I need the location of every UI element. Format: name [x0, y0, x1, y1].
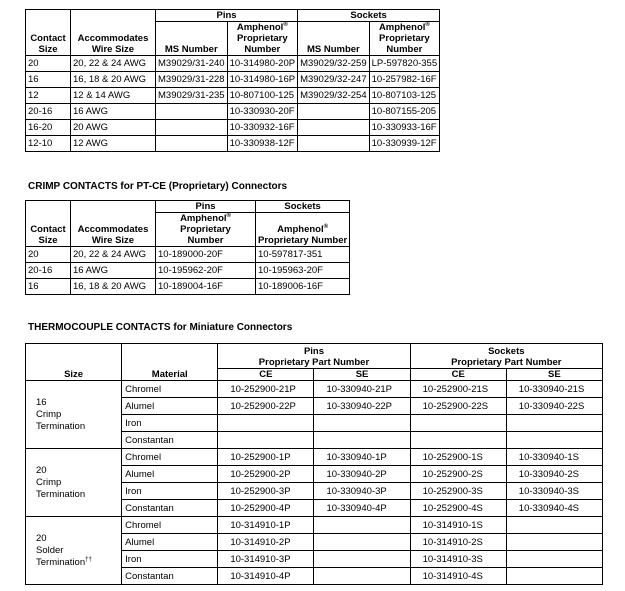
pins-group-header: Pins: [156, 10, 298, 22]
material-cell: Alumel: [122, 398, 218, 415]
part-number-cell: 10-252900-3P: [218, 483, 314, 500]
table-cell: 20, 22 & 24 AWG: [71, 56, 156, 72]
part-number-cell: 10-330940-4P: [314, 500, 410, 517]
table-cell: 16 AWG: [71, 263, 156, 279]
size-cell: 20 Crimp Termination: [26, 449, 122, 517]
table-cell: M39029/32-259: [298, 56, 370, 72]
part-number-cell: 10-314910-4S: [410, 568, 506, 585]
table-cell: 16, 18 & 20 AWG: [71, 279, 156, 295]
table-cell: 20: [26, 247, 71, 263]
section2-title: CRIMP CONTACTS for PT-CE (Proprietary) Connectors: [28, 181, 288, 192]
socket-ms-number-header: MS Number: [298, 22, 370, 56]
table-cell: [298, 120, 370, 136]
part-number-cell: 10-252900-22S: [410, 398, 506, 415]
table-cell: 10-807100-125: [227, 88, 298, 104]
socket-se-header: SE: [506, 369, 602, 381]
part-number-cell: 10-252900-21P: [218, 381, 314, 398]
table-cell: M39029/31-228: [156, 72, 228, 88]
socket-amphenol-header: Amphenol® Proprietary Number: [378, 21, 430, 55]
table-cell: 10-330938-12F: [227, 136, 298, 152]
table-cell: 10-314980-16P: [227, 72, 298, 88]
table-row: [26, 381, 603, 398]
table-cell: 10-597817-351: [256, 247, 350, 263]
table-cell: M39029/31-240: [156, 56, 228, 72]
table-cell: 20 AWG: [71, 120, 156, 136]
part-number-cell: 10-252900-1P: [218, 449, 314, 466]
pin-ms-number-header: MS Number: [156, 22, 228, 56]
part-number-cell: [506, 432, 602, 449]
part-number-cell: [410, 432, 506, 449]
size-cell: 16 Crimp Termination: [26, 381, 122, 449]
part-number-cell: [218, 432, 314, 449]
pin-ce-header: CE: [218, 369, 314, 381]
part-number-cell: 10-252900-1S: [410, 449, 506, 466]
table-row: [26, 449, 603, 466]
part-number-cell: 10-252900-4S: [410, 500, 506, 517]
table-row: [26, 120, 440, 136]
table-cell: 10-189000-20F: [156, 247, 256, 263]
table-cell: 10-257982-16F: [369, 72, 440, 88]
socket-amphenol-header: Amphenol® Proprietary Number: [258, 223, 348, 246]
part-number-cell: [506, 568, 602, 585]
table-cell: [298, 136, 370, 152]
table-cell: 12 AWG: [71, 136, 156, 152]
part-number-cell: 10-314910-3S: [410, 551, 506, 568]
pins-part-header: Pins Proprietary Part Number: [258, 346, 370, 368]
table-cell: 10-195963-20F: [256, 263, 350, 279]
pin-amphenol-header: Amphenol® Proprietary Number: [236, 21, 288, 55]
material-cell: Chromel: [122, 449, 218, 466]
table-row: [26, 88, 440, 104]
part-number-cell: 10-330940-22P: [314, 398, 410, 415]
material-cell: Alumel: [122, 466, 218, 483]
part-number-cell: [314, 432, 410, 449]
table-cell: 10-807103-125: [369, 88, 440, 104]
contact-size-header: Contact Size: [30, 224, 66, 246]
ms-contacts-table: [25, 9, 440, 152]
table-row: [26, 279, 350, 295]
contact-size-header: Contact Size: [30, 33, 66, 55]
table-cell: 10-195962-20F: [156, 263, 256, 279]
part-number-cell: 10-330940-21P: [314, 381, 410, 398]
part-number-cell: [506, 517, 602, 534]
material-cell: Constantan: [122, 500, 218, 517]
pt-ce-contacts-table: [25, 200, 350, 295]
part-number-cell: 10-314910-2S: [410, 534, 506, 551]
part-number-cell: 10-330940-22S: [506, 398, 602, 415]
table-row: [26, 247, 350, 263]
material-cell: Alumel: [122, 534, 218, 551]
material-cell: Chromel: [122, 381, 218, 398]
table-cell: 10-189006-16F: [256, 279, 350, 295]
sockets-part-header: Sockets Proprietary Part Number: [451, 346, 562, 368]
table-cell: 20: [26, 56, 71, 72]
material-cell: Constantan: [122, 568, 218, 585]
part-number-cell: [314, 568, 410, 585]
socket-ce-header: CE: [410, 369, 506, 381]
part-number-cell: [506, 415, 602, 432]
table-cell: 10-330933-16F: [369, 120, 440, 136]
table-cell: [156, 120, 228, 136]
part-number-cell: 10-330940-21S: [506, 381, 602, 398]
part-number-cell: 10-330940-1P: [314, 449, 410, 466]
material-cell: Constantan: [122, 432, 218, 449]
table-cell: 10-330939-12F: [369, 136, 440, 152]
table-cell: M39029/32-254: [298, 88, 370, 104]
table-cell: M39029/31-235: [156, 88, 228, 104]
material-header: Material: [122, 344, 218, 381]
table-cell: [156, 136, 228, 152]
part-number-cell: 10-252900-21S: [410, 381, 506, 398]
material-cell: Iron: [122, 415, 218, 432]
table-row: [26, 263, 350, 279]
sockets-group-header: Sockets: [256, 201, 350, 213]
table-cell: 20-16: [26, 104, 71, 120]
table-cell: 12-10: [26, 136, 71, 152]
part-number-cell: [314, 517, 410, 534]
part-number-cell: 10-330940-2P: [314, 466, 410, 483]
size-header: Size: [64, 369, 84, 380]
table-cell: 10-314980-20P: [227, 56, 298, 72]
table-cell: 10-189004-16F: [156, 279, 256, 295]
table-row: [26, 104, 440, 120]
table-cell: 12: [26, 88, 71, 104]
pins-group-header: Pins: [156, 201, 256, 213]
table-cell: 12 & 14 AWG: [71, 88, 156, 104]
part-number-cell: 10-314910-1S: [410, 517, 506, 534]
material-cell: Iron: [122, 483, 218, 500]
part-number-cell: 10-252900-4P: [218, 500, 314, 517]
table-cell: 16: [26, 72, 71, 88]
material-cell: Iron: [122, 551, 218, 568]
part-number-cell: 10-252900-2P: [218, 466, 314, 483]
part-number-cell: [218, 415, 314, 432]
table-cell: [298, 104, 370, 120]
wire-size-header: Accommodates Wire Size: [77, 224, 149, 246]
table-cell: 16: [26, 279, 71, 295]
part-number-cell: [506, 551, 602, 568]
table-cell: 10-330932-16F: [227, 120, 298, 136]
pin-amphenol-header: Amphenol® Proprietary Number: [180, 212, 231, 246]
size-cell: 20 Solder Termination††: [26, 517, 122, 585]
table-cell: 10-330930-20F: [227, 104, 298, 120]
part-number-cell: [314, 415, 410, 432]
part-number-cell: 10-314910-1P: [218, 517, 314, 534]
table-cell: 20, 22 & 24 AWG: [71, 247, 156, 263]
part-number-cell: 10-314910-2P: [218, 534, 314, 551]
table-row: [26, 56, 440, 72]
section3-title: THERMOCOUPLE CONTACTS for Miniature Connectors: [28, 322, 293, 333]
table-cell: 20-16: [26, 263, 71, 279]
table-cell: 10-807155-205: [369, 104, 440, 120]
pin-se-header: SE: [314, 369, 410, 381]
part-number-cell: 10-314910-4P: [218, 568, 314, 585]
table-cell: LP-597820-355: [369, 56, 440, 72]
part-number-cell: 10-252900-2S: [410, 466, 506, 483]
part-number-cell: 10-330940-4S: [506, 500, 602, 517]
part-number-cell: [314, 534, 410, 551]
part-number-cell: [506, 534, 602, 551]
table-cell: 16-20: [26, 120, 71, 136]
part-number-cell: 10-252900-22P: [218, 398, 314, 415]
material-cell: Chromel: [122, 517, 218, 534]
thermocouple-contacts-table: [25, 343, 603, 585]
part-number-cell: 10-330940-1S: [506, 449, 602, 466]
table-row: [26, 72, 440, 88]
wire-size-header: Accommodates Wire Size: [77, 33, 149, 55]
part-number-cell: 10-330940-2S: [506, 466, 602, 483]
part-number-cell: 10-330940-3S: [506, 483, 602, 500]
part-number-cell: 10-330940-3P: [314, 483, 410, 500]
table-cell: M39029/32-247: [298, 72, 370, 88]
table-row: [26, 517, 603, 534]
part-number-cell: [314, 551, 410, 568]
table-row: [26, 136, 440, 152]
part-number-cell: [410, 415, 506, 432]
table-cell: 16 AWG: [71, 104, 156, 120]
sockets-group-header: Sockets: [298, 10, 440, 22]
table-cell: 16, 18 & 20 AWG: [71, 72, 156, 88]
part-number-cell: 10-314910-3P: [218, 551, 314, 568]
part-number-cell: 10-252900-3S: [410, 483, 506, 500]
table-cell: [156, 104, 228, 120]
